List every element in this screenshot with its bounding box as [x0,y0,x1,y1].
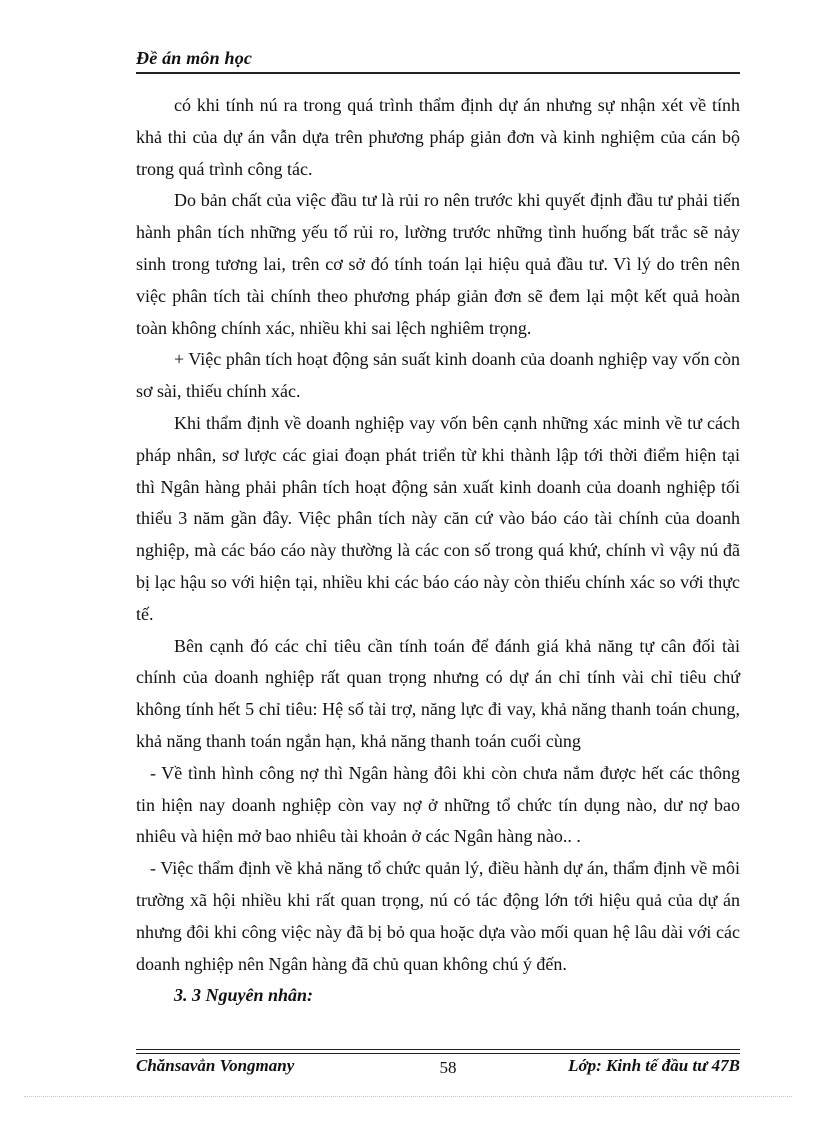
section-heading: 3. 3 Nguyên nhân: [174,985,314,1006]
header-title: Đề án môn học [136,48,253,68]
page-number: 58 [439,1058,457,1077]
paragraph-3: + Việc phân tích hoạt động sản suất kinh doanh của doanh nghiệp vay vốn còn sơ sài, thiếu chính xác. [136,349,740,402]
paragraph-2: Do bản chất của việc đầu tư là rủi ro nên trước khi quyết định đầu tư phải tiến hành phân tích những yếu tố rủi ro, lường trước những tình huống bất trắc sẽ nảy sinh trong tương lai, trên cơ sở đó tính toán lại hiệu quả đầu tư. Vì lý do trên nên việc phân tích tài chính theo phương pháp giản đơn sẽ đem lại một kết quả hoàn toàn không chính xác, nhiều khi sai lệch nghiêm trọng. [136,190,740,338]
footer-divider-bottom [136,1053,740,1054]
header-divider [136,72,740,74]
paragraph-7: - Việc thẩm định về khả năng tổ chức quản lý, điều hành dự án, thẩm định về môi trường xã hội nhiều khi rất quan trọng, nú có tác động lớn tới hiệu quả của dự án nhưng đôi khi công việc này đã bị bỏ qua hoặc dựa vào mối quan hệ lâu dài với các doanh nghiệp nên Ngân hàng đã chủ quan không chú ý đến. [136,858,740,974]
page-bottom-divider [24,1096,792,1097]
paragraph-1: có khi tính nú ra trong quá trình thẩm định dự án nhưng sự nhận xét về tính khả thi của dự án vẫn dựa trên phương pháp giản đơn và kinh nghiệm của cán bộ trong quá trình công tác. [136,95,740,179]
body-text [136,90,740,1012]
paragraph-6: - Về tình hình công nợ thì Ngân hàng đôi khi còn chưa nắm được hết các thông tin hiện nay doanh nghiệp còn vay nợ ở những tổ chức tín dụng nào, dư nợ bao nhiêu và hiện mở bao nhiêu tài khoản ở các Ngân hàng nào.. . [136,762,740,847]
footer-divider-top [136,1049,740,1050]
footer-class-label: Lớp: Kinh tế đầu tư 47B [568,1056,740,1075]
paragraph-5: Bên cạnh đó các chỉ tiêu cần tính toán để đánh giá khả năng tự cân đối tài chính của doanh nghiệp rất quan trọng nhưng có dự án chỉ tính vài chỉ tiêu chứ không tính hết 5 chỉ tiêu: Hệ số tài trợ, năng lực đi vay, khả năng thanh toán chung, khả năng thanh toán ngắn hạn, khả năng thanh toán cuối cùng [136,635,740,751]
footer-author: Chănsavẳn Vongmany [136,1056,295,1075]
paragraph-4: Khi thẩm định về doanh nghiệp vay vốn bên cạnh những xác minh về tư cách pháp nhân, sơ lược các giai đoạn phát triển từ khi thành lập tới thời điểm hiện tại thì Ngân hàng phải phân tích hoạt động sản xuất kinh doanh của doanh nghiệp tối thiểu 3 năm gần đây. Việc phân tích này căn cứ vào báo cáo tài chính của doanh nghiệp, mà các báo cáo này thường là các con số trong quá khứ, chính vì vậy nú đã bị lạc hậu so với hiện tại, nhiều khi các báo cáo này còn thiếu chính xác so với thực tế. [136,412,740,624]
